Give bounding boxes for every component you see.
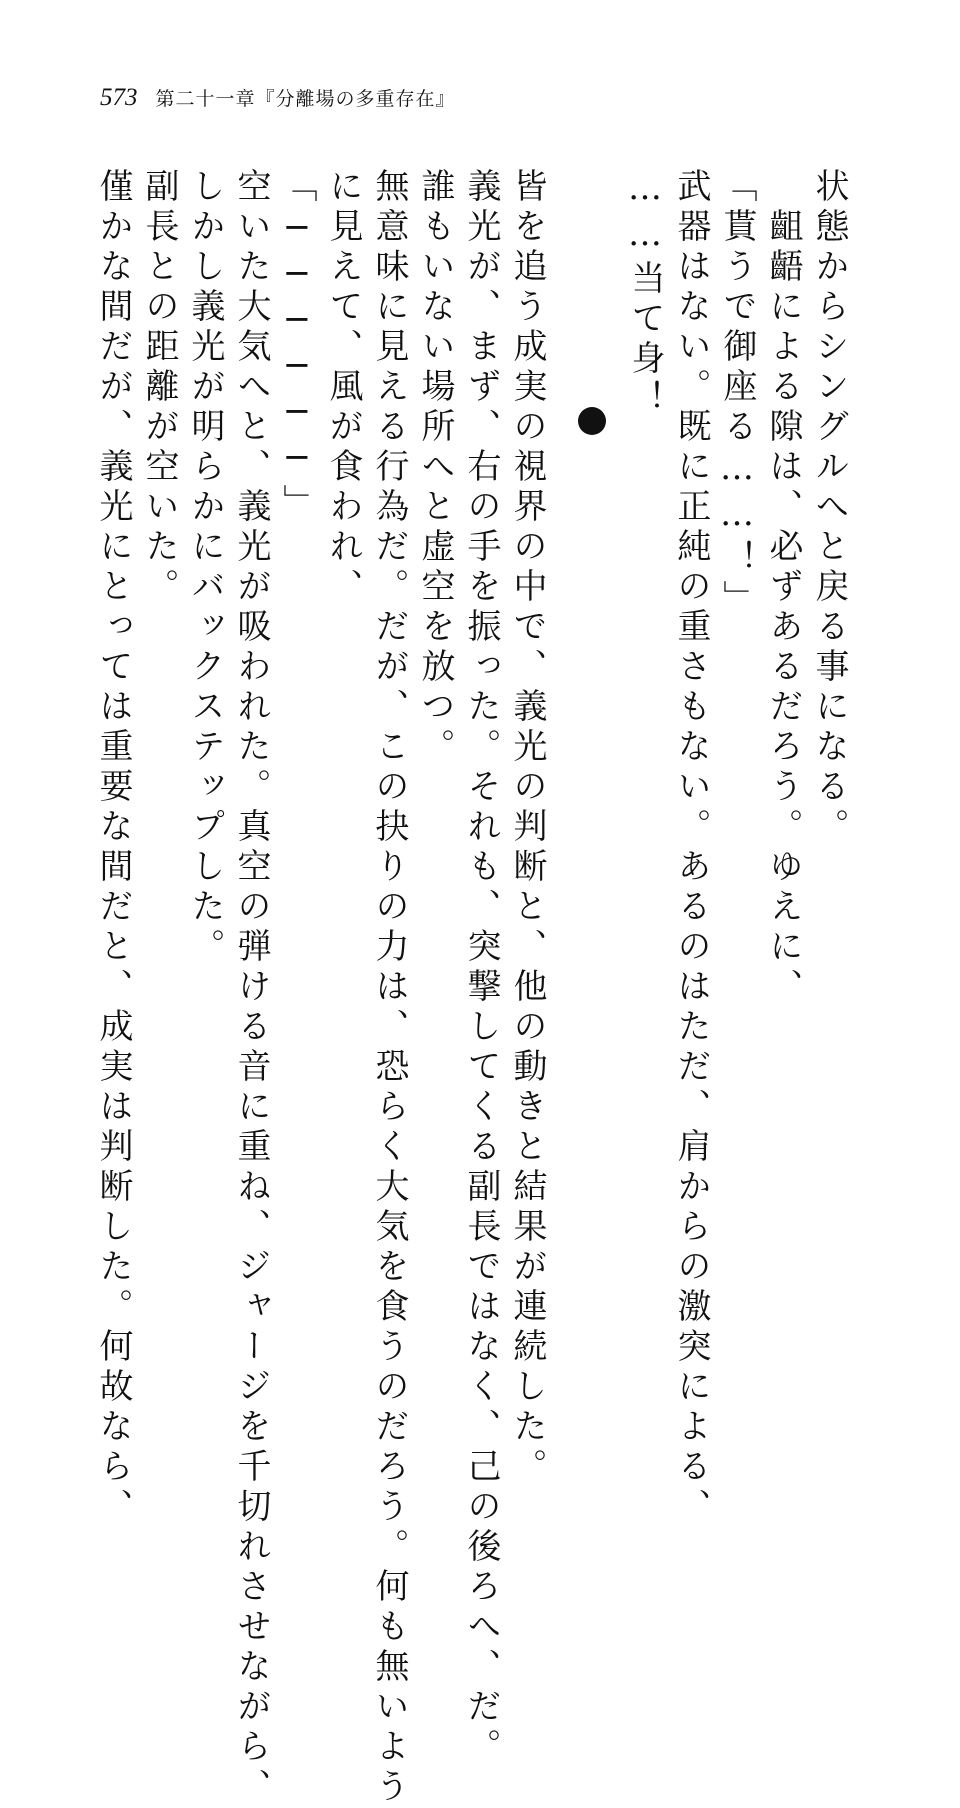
running-header: [100, 84, 456, 112]
scene-break-icon: [578, 407, 606, 435]
chapter-title: 第二十一章『分離場の多重存在』: [155, 88, 456, 110]
text-column: 状態からシングルへと戻る事になる。: [809, 168, 849, 848]
text-column: しかし義光が明らかにバックステップした。: [185, 168, 225, 968]
text-column: 皆を追う成実の視界の中で、義光の判断と、他の動きと結果が連続した。: [507, 168, 547, 1488]
text-column: ……当て身！: [625, 168, 665, 420]
text-column: 武器はない。既に正純の重さもない。あるのはただ、肩からの激突による、: [671, 168, 711, 1528]
text-column: に見えて、風が食われ、: [323, 168, 363, 608]
text-column: 僅かな間だが、義光にとっては重要な間だと、成実は判断した。何故なら、: [93, 168, 133, 1528]
text-column: 空いた大気へと、義光が吸われた。真空の弾ける音に重ね、ジャージを千切れさせながら、: [231, 168, 271, 1808]
text-column: 齟齬による隙は、必ずあるだろう。ゆえに、: [763, 208, 803, 1008]
text-column: 義光が、まず、右の手を振った。それも、突撃してくる副長ではなく、己の後ろへ、だ。: [461, 168, 501, 1768]
page-number: 573: [100, 84, 138, 111]
text-column: 「貰うで御座る……！」: [717, 168, 757, 620]
text-column: 副長との距離が空いた。: [139, 168, 179, 608]
text-column: 無意味に見える行為だ。だが、この抉りの力は、恐らく大気を食うのだろう。何も無いよう: [369, 168, 409, 1808]
text-column: 「──────」: [277, 168, 317, 524]
text-column: 誰もいない場所へと虚空を放つ。: [415, 168, 455, 768]
